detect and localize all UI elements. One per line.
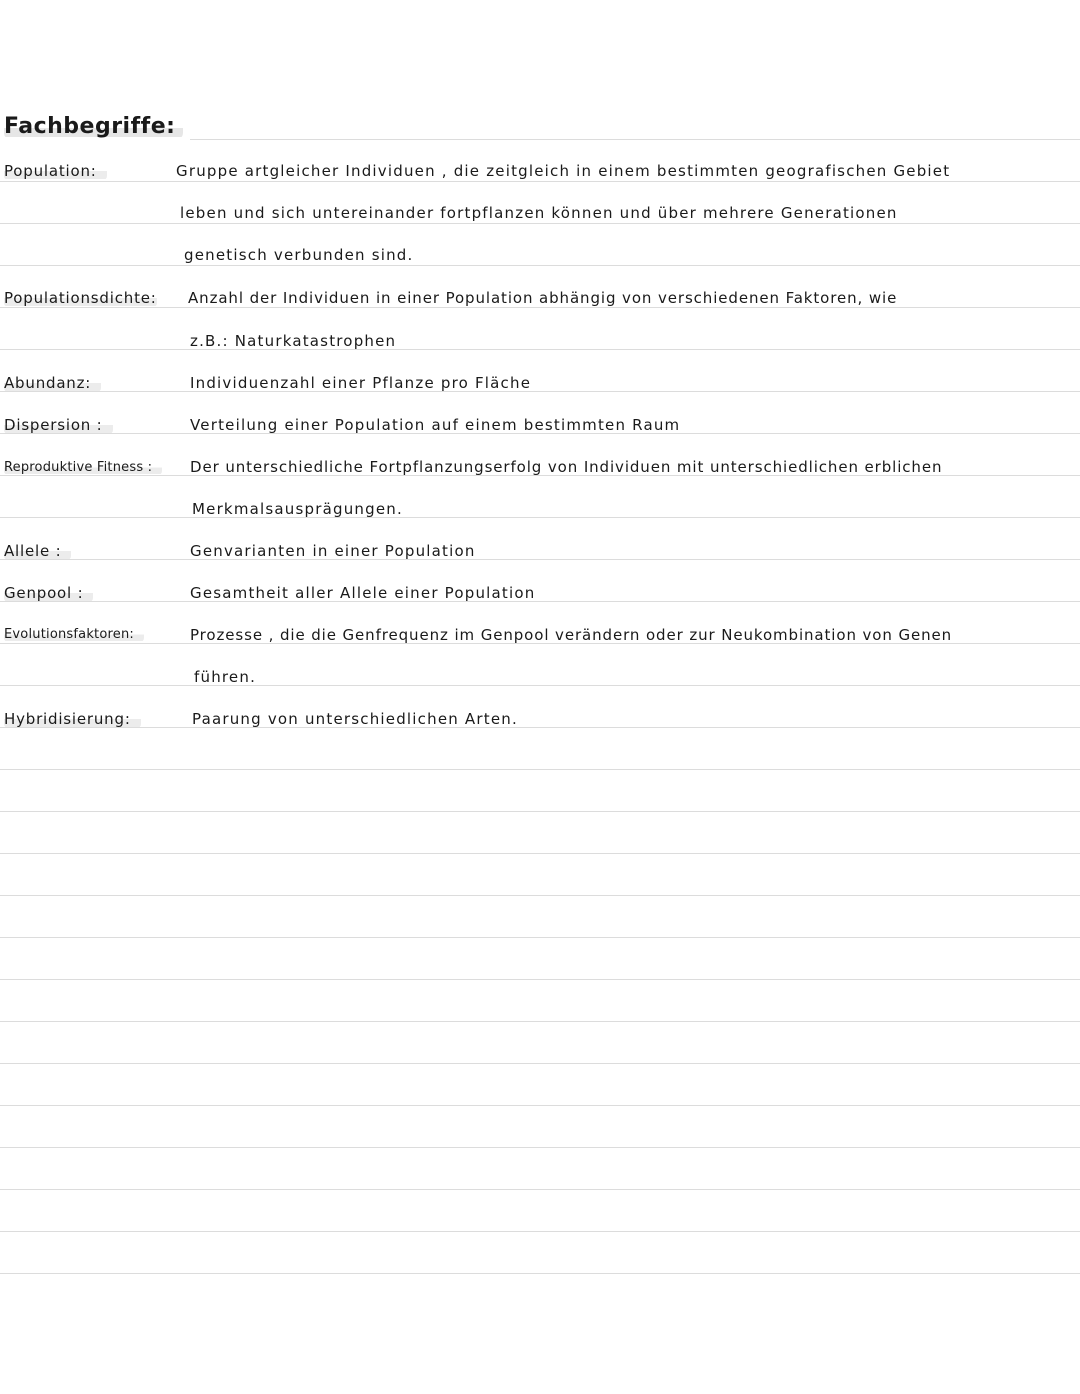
ruled-line [0,181,1080,182]
ruled-line [0,1105,1080,1106]
ruled-line [0,307,1080,308]
definition-line: z.B.: Naturkatastrophen [190,332,397,350]
ruled-line [0,979,1080,980]
ruled-line [0,517,1080,518]
ruled-line [0,1189,1080,1190]
term-label: Hybridisierung: [4,710,141,728]
term-label: Evolutionsfaktoren: [4,627,144,642]
ruled-line [0,853,1080,854]
ruled-line [0,895,1080,896]
page-title: Fachbegriffe: [4,114,183,139]
ruled-line [0,937,1080,938]
definition-line: Genvarianten in einer Population [190,542,476,560]
ruled-line [0,265,1080,266]
term-label: Reproduktive Fitness : [4,460,162,475]
ruled-line [0,1063,1080,1064]
term-label: Populationsdichte: [4,289,157,307]
ruled-line [0,685,1080,686]
ruled-line [0,1231,1080,1232]
ruled-line [0,391,1080,392]
term-label: Genpool : [4,584,93,602]
definition-line: Prozesse , die die Genfrequenz im Genpool verändern oder zur Neukombination von Genen [190,626,953,644]
definition-line: Gruppe artgleicher Individuen , die zeitgleich in einem bestimmten geografischen Gebiet [176,162,951,180]
definition-line: leben und sich untereinander fortpflanzen können und über mehrere Generationen [180,204,898,222]
ruled-line [0,1147,1080,1148]
definition-line: Individuenzahl einer Pflanze pro Fläche [190,374,532,392]
term-label: Population: [4,162,107,180]
ruled-line [0,811,1080,812]
ruled-line [0,349,1080,350]
definition-line: Gesamtheit aller Allele einer Population [190,584,536,602]
ruled-line [0,769,1080,770]
definition-line: Merkmalsausprägungen. [192,500,403,518]
ruled-line [0,1273,1080,1274]
ruled-line [190,139,1080,140]
ruled-line [0,727,1080,728]
term-label: Dispersion : [4,416,113,434]
definition-line: Paarung von unterschiedlichen Arten. [192,710,518,728]
definition-line: Der unterschiedliche Fortpflanzungserfolg von Individuen mit unterschiedlichen erblichen [190,458,943,476]
definition-line: Verteilung einer Population auf einem bestimmten Raum [190,416,681,434]
ruled-line [0,559,1080,560]
definition-line: Anzahl der Individuen in einer Population abhängig von verschiedenen Faktoren, wie [188,289,898,307]
ruled-line [0,1021,1080,1022]
ruled-line [0,601,1080,602]
ruled-line [0,223,1080,224]
term-label: Allele : [4,542,71,560]
definition-line: führen. [194,668,257,686]
definition-line: genetisch verbunden sind. [184,246,414,264]
term-label: Abundanz: [4,374,101,392]
